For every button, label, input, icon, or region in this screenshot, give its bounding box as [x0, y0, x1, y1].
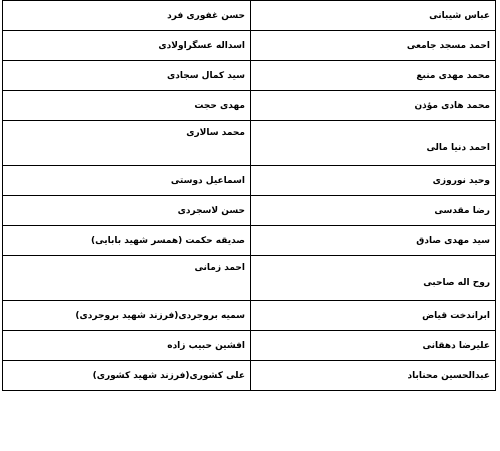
- name-cell-left: محمد سالاری: [3, 121, 251, 166]
- name-cell-left: مهدی حجت: [3, 91, 251, 121]
- table-row: [3, 361, 496, 391]
- table-row: [3, 31, 496, 61]
- name-cell-right: محمد مهدی منبع: [251, 61, 496, 91]
- name-cell-right: سید مهدی صادق: [251, 226, 496, 256]
- name-cell-right: رضا مقدسی: [251, 196, 496, 226]
- name-cell-right: علیرضا دهقانی: [251, 331, 496, 361]
- table-row: [3, 121, 496, 166]
- name-cell-left: اسماعیل دوستی: [3, 166, 251, 196]
- name-cell-left: افشین حبیب زاده: [3, 331, 251, 361]
- table-row: [3, 256, 496, 301]
- name-cell-right: عبدالحسین محناباد: [251, 361, 496, 391]
- name-cell-right: وحید نوروزی: [251, 166, 496, 196]
- table-row: [3, 61, 496, 91]
- name-cell-left: حسن لاسجردی: [3, 196, 251, 226]
- name-cell-right: احمد دنیا مالی: [251, 121, 496, 166]
- table-row: [3, 196, 496, 226]
- name-cell-left: صدیقه حکمت (همسر شهید بابایی): [3, 226, 251, 256]
- name-cell-left: حسن غفوری فرد: [3, 1, 251, 31]
- table-row: [3, 1, 496, 31]
- name-cell-right: عباس شیبانی: [251, 1, 496, 31]
- table-row: [3, 301, 496, 331]
- table-row: [3, 166, 496, 196]
- names-table-body: [3, 1, 496, 391]
- name-cell-right: احمد مسجد جامعی: [251, 31, 496, 61]
- name-cell-left: سمیه بروجردی(فرزند شهید بروجردی): [3, 301, 251, 331]
- table-row: [3, 331, 496, 361]
- name-cell-left: علی کشوری(فرزند شهید کشوری): [3, 361, 251, 391]
- table-row: [3, 91, 496, 121]
- name-cell-left: اسداله عسگراولادی: [3, 31, 251, 61]
- name-cell-right: روح اله صاحبی: [251, 256, 496, 301]
- name-cell-right: محمد هادی مؤذن: [251, 91, 496, 121]
- name-cell-left: سید کمال سجادی: [3, 61, 251, 91]
- table-row: [3, 226, 496, 256]
- names-table: [2, 0, 496, 391]
- name-cell-left: احمد زمانی: [3, 256, 251, 301]
- name-cell-right: ابراندخت قیاض: [251, 301, 496, 331]
